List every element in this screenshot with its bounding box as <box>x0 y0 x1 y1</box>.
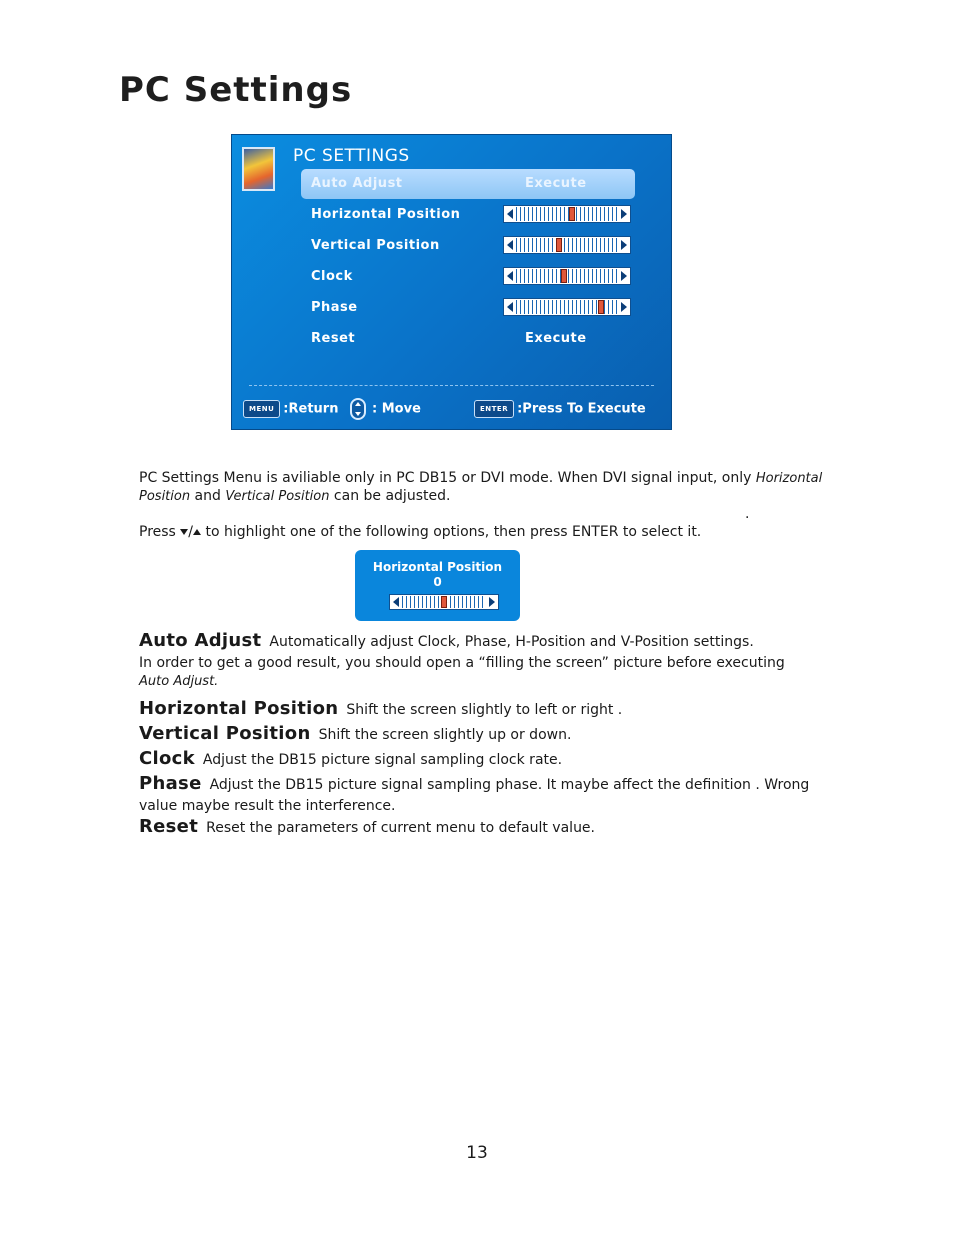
arrow-left-icon <box>507 240 513 250</box>
horizontal-position-slider[interactable] <box>503 205 631 223</box>
slider-knob[interactable] <box>561 269 567 283</box>
osd-row-label: Auto Adjust <box>311 176 403 191</box>
osd-title: PC SETTINGS <box>293 146 410 166</box>
osd-row-auto-adjust[interactable] <box>301 169 635 199</box>
section-heading: Reset <box>139 816 199 837</box>
menu-key-icon: MENU <box>243 400 280 418</box>
osd-row-clock[interactable] <box>301 262 635 292</box>
menu-picture-icon <box>242 147 275 191</box>
section-text: Reset the parameters of current menu to default value. <box>206 820 595 836</box>
arrow-left-icon <box>507 302 513 312</box>
move-label: : Move <box>372 401 421 417</box>
section-text: Shift the screen slightly up or down. <box>318 727 572 743</box>
arrow-right-icon <box>621 302 627 312</box>
section-phase-line2: value maybe result the interference. <box>139 798 396 814</box>
osd-row-label: Clock <box>311 269 353 284</box>
intro-text: PC Settings Menu is aviliable only in PC DB15 or DVI mode. When DVI signal input, only <box>139 470 756 486</box>
popup-value: 0 <box>433 575 442 589</box>
intro-italic: Position <box>139 489 191 504</box>
stray-dot: . <box>745 506 750 522</box>
slider-track <box>516 238 618 252</box>
intro-line-1 <box>139 469 822 488</box>
section-auto-adjust-line2: In order to get a good result, you should open a “filling the screen” picture before executing <box>139 655 785 671</box>
slider-track <box>516 207 618 221</box>
move-hint <box>350 398 421 420</box>
osd-row-reset[interactable] <box>301 324 635 354</box>
popup-title: Horizontal Position <box>372 560 503 574</box>
arrow-left-icon <box>507 209 513 219</box>
section-auto-adjust <box>139 632 754 651</box>
section-horizontal-position <box>139 700 622 719</box>
return-label: :Return <box>283 401 339 417</box>
slider-knob[interactable] <box>556 238 562 252</box>
intro-line-2 <box>139 487 450 506</box>
press-text: to highlight one of the following options, then press ENTER to select it. <box>201 524 702 540</box>
section-heading: Phase <box>139 773 202 794</box>
clock-slider[interactable] <box>503 267 631 285</box>
osd-row-label: Phase <box>311 300 358 315</box>
slider-knob[interactable] <box>598 300 604 314</box>
arrow-right-icon <box>621 209 627 219</box>
vertical-position-slider[interactable] <box>503 236 631 254</box>
section-italic: Auto Adjust. <box>139 674 219 689</box>
intro-italic: Horizontal <box>755 471 823 486</box>
press-instruction <box>139 523 701 541</box>
osd-row-label: Vertical Position <box>311 238 440 253</box>
enter-key-icon: ENTER <box>474 400 514 418</box>
section-heading: Auto Adjust <box>139 630 262 651</box>
section-reset <box>139 818 595 837</box>
arrow-right-icon <box>489 597 495 607</box>
horizontal-position-popup <box>355 550 520 621</box>
section-text: Automatically adjust Clock, Phase, H-Position and V-Position settings. <box>269 634 754 650</box>
osd-divider <box>249 385 654 386</box>
section-auto-adjust-line3 <box>139 672 218 691</box>
execute-hint <box>474 400 646 418</box>
arrow-right-icon <box>621 240 627 250</box>
page-number: 13 <box>466 1143 488 1163</box>
slider-knob[interactable] <box>569 207 575 221</box>
arrow-left-icon <box>507 271 513 281</box>
up-down-icon <box>350 398 366 420</box>
section-text: Adjust the DB15 picture signal sampling clock rate. <box>202 752 563 768</box>
osd-row-phase[interactable] <box>301 293 635 323</box>
section-heading: Vertical Position <box>139 723 311 744</box>
osd-row-label: Reset <box>311 331 356 346</box>
up-arrow-icon <box>193 529 201 535</box>
section-heading: Horizontal Position <box>139 698 339 719</box>
osd-row-value: Execute <box>525 176 587 191</box>
osd-row-vertical-position[interactable] <box>301 231 635 261</box>
section-text: Shift the screen slightly to left or right . <box>346 702 623 718</box>
section-heading: Clock <box>139 748 195 769</box>
section-vertical-position <box>139 725 571 744</box>
intro-text: can be adjusted. <box>329 488 451 504</box>
intro-text: and <box>190 488 226 504</box>
press-text: / <box>188 524 194 540</box>
osd-row-label: Horizontal Position <box>311 207 461 222</box>
arrow-left-icon <box>393 597 399 607</box>
return-hint <box>243 400 338 418</box>
intro-italic: Vertical Position <box>225 489 330 504</box>
section-clock <box>139 750 562 769</box>
popup-slider[interactable] <box>389 594 499 610</box>
press-text: Press <box>139 524 181 540</box>
page-title: PC Settings <box>119 70 353 110</box>
osd-row-value: Execute <box>525 331 587 346</box>
phase-slider[interactable] <box>503 298 631 316</box>
slider-knob[interactable] <box>441 596 447 608</box>
arrow-right-icon <box>621 271 627 281</box>
osd-menu <box>231 134 672 430</box>
osd-row-horizontal-position[interactable] <box>301 200 635 230</box>
section-text: Adjust the DB15 picture signal sampling phase. It maybe affect the definition . Wrong <box>209 777 810 793</box>
execute-label: :Press To Execute <box>517 401 646 417</box>
section-phase <box>139 775 809 794</box>
